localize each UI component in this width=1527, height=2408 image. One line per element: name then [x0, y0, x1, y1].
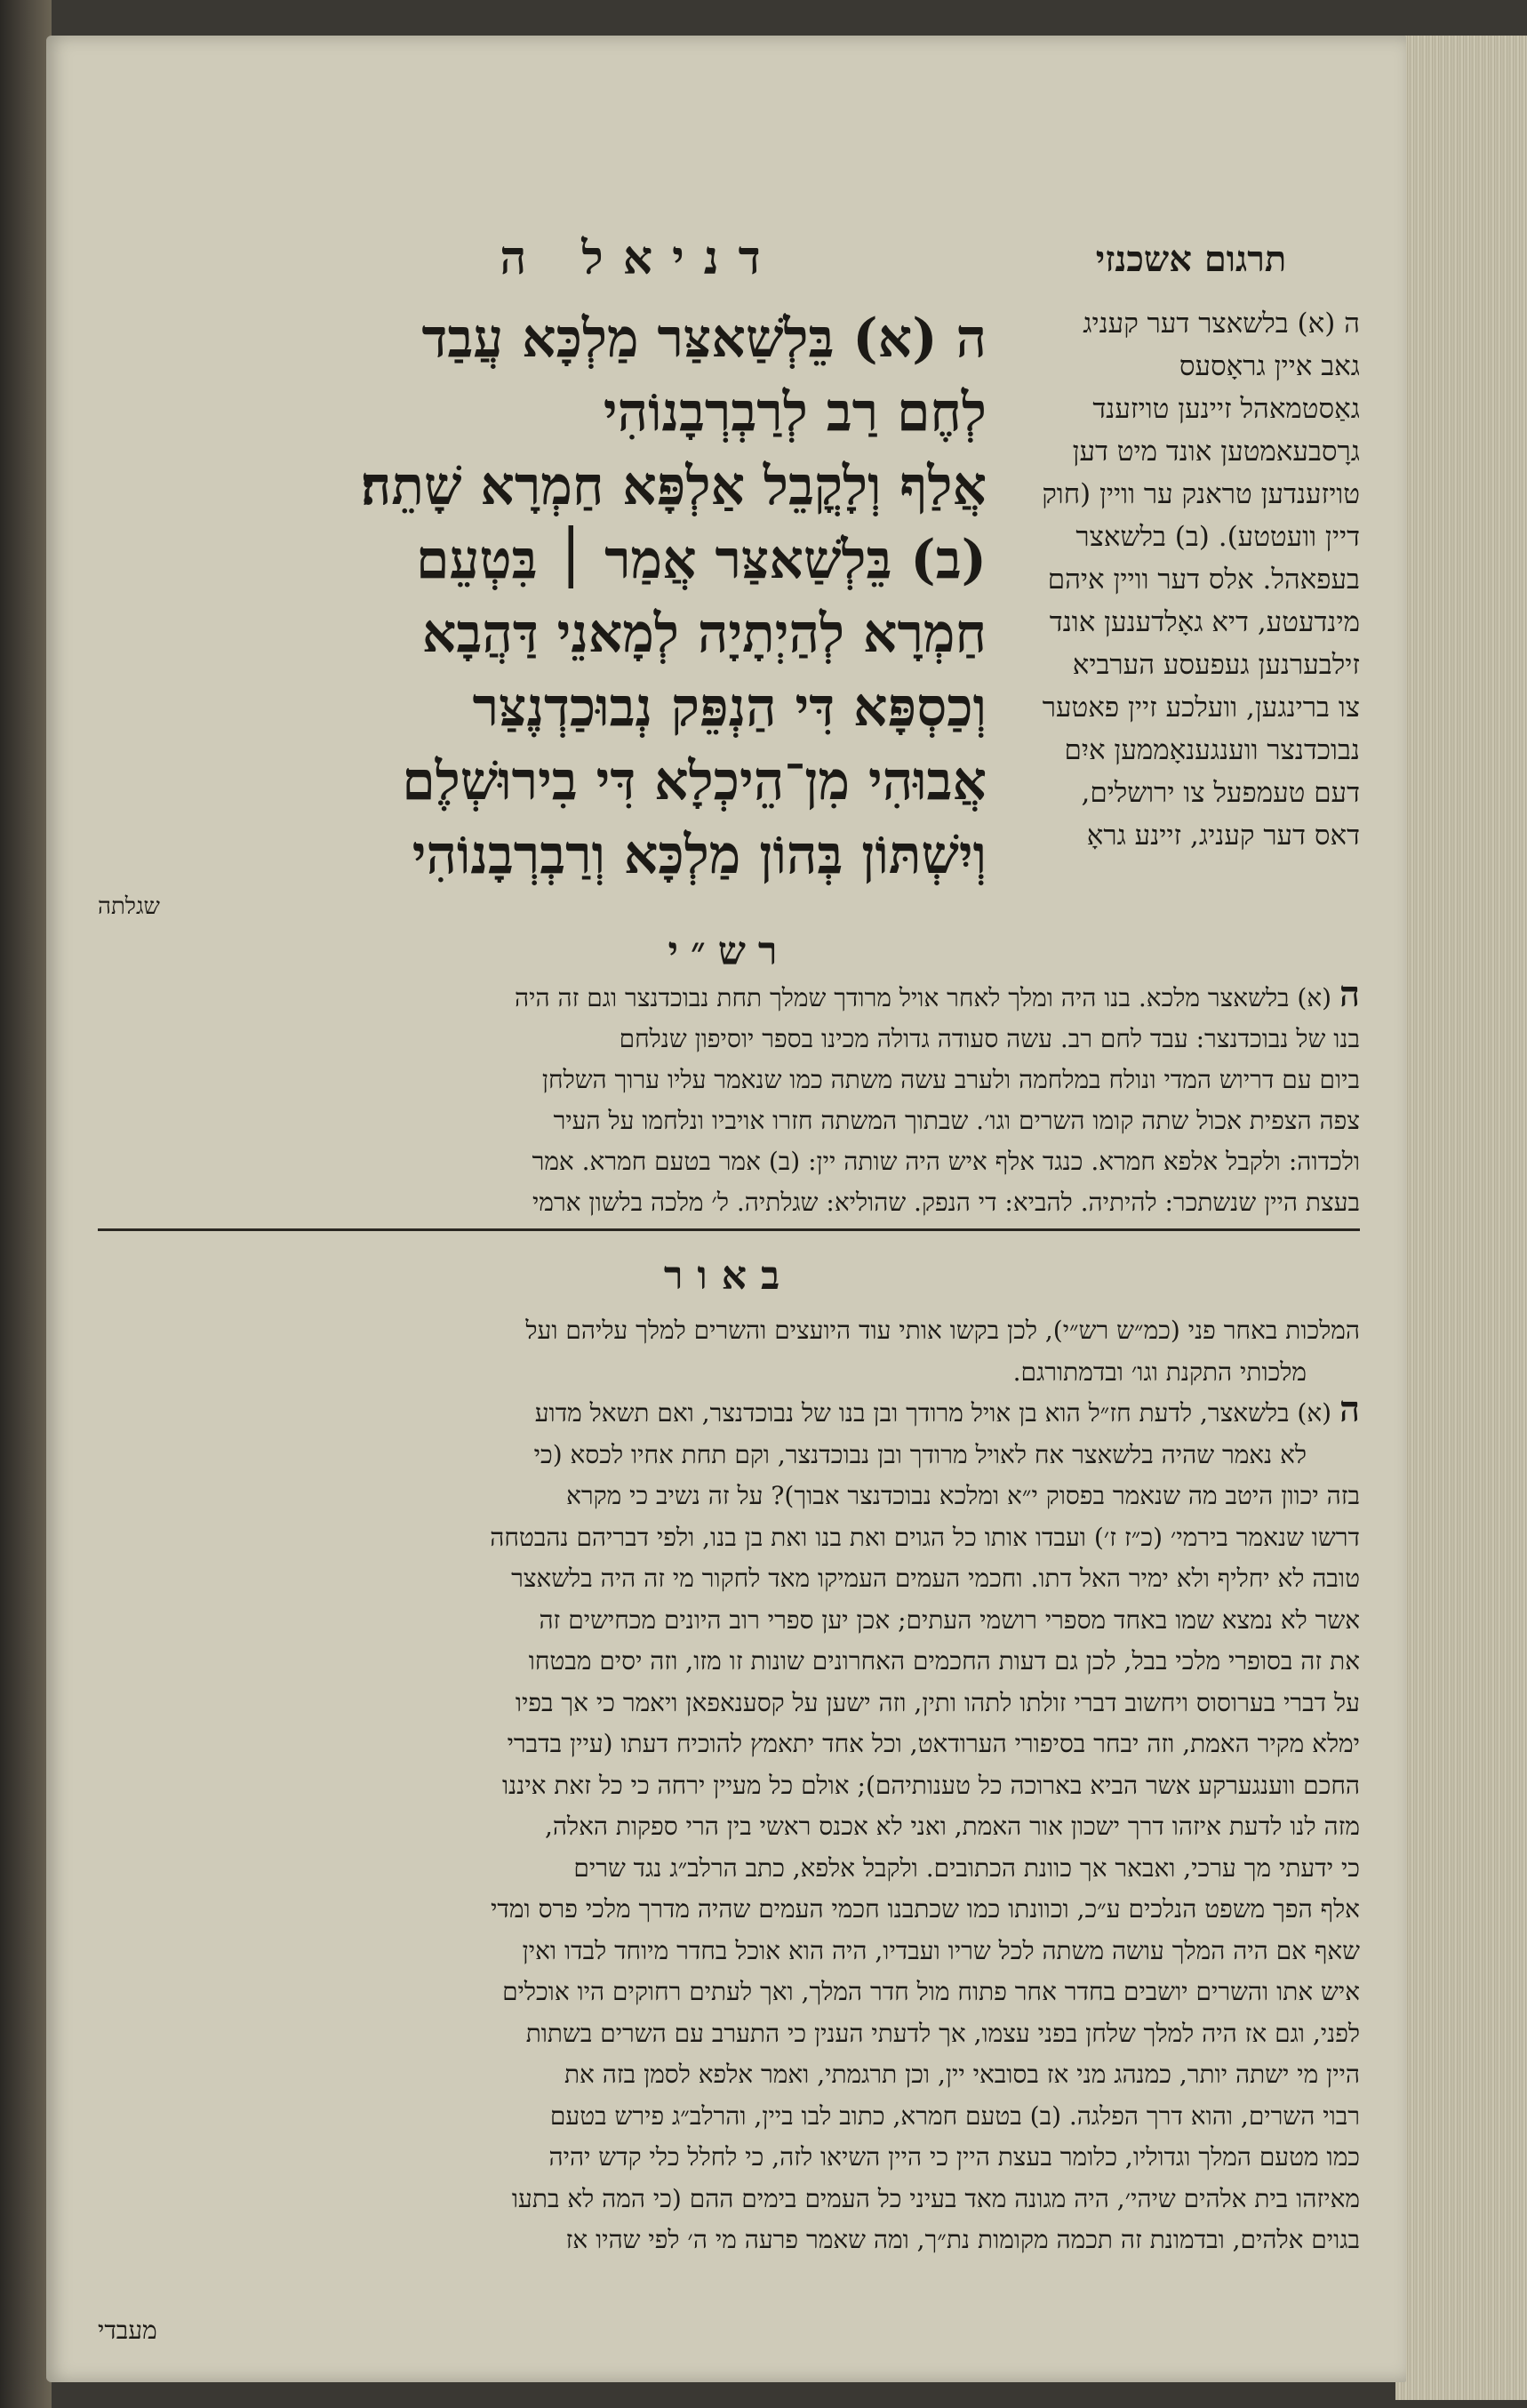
line-text: לא נאמר שהיה בלשאצר אח לאויל מרודך ובן נבוכדנצר, וקם תחת אחיו לכסא (כי [533, 1439, 1307, 1469]
line-text: מלכותי התקנת וגו׳ ובדמתורגם. [1012, 1356, 1307, 1387]
book-title: דניאל ה [500, 231, 780, 285]
line-lead: ה [1339, 976, 1360, 1015]
targum-line: נבוכדנצר ווענגענאָממען איִם [1064, 734, 1360, 766]
biur-catchword: מעבדי [98, 2316, 157, 2345]
biur-line [98, 1764, 1360, 1805]
rashi-line [98, 1180, 1360, 1221]
page-header [98, 231, 1360, 293]
targum-line: גרָסבעאמטען אונד מיט דען [1072, 436, 1360, 468]
biur-line [98, 1804, 1360, 1846]
line-text: על דברי בערוסוס ויחשוב דברי זולתו לתהו ותין, וזה ישען על קסענאפאן ויאמר כי אך בפיו [515, 1687, 1360, 1717]
line-text: את זה בסופרי מלכי בבל, לכן גם דעות החכמים האחרונים שונות זו מזו, וזה יסים מבטחו [528, 1646, 1360, 1676]
biur-line [98, 1639, 1360, 1681]
biur-line [98, 1556, 1360, 1598]
line-text: ולכדוה: ולקבל אלפא חמרא. כנגד אלף איש היה שותה יין: (ב) אמר בטעם חמרא. אמר [532, 1147, 1360, 1176]
biur-title: באור [663, 1253, 795, 1299]
biur-line [98, 2177, 1360, 2219]
line-lead: ה [1339, 1391, 1360, 1430]
rashi-line [98, 1017, 1360, 1058]
line-text: ימלא מקיר האמת, וזה יבחר בסיפורי הערודאט, וכל אחד יתאמץ להוכיח דעתו (עיין בדברי [507, 1729, 1360, 1758]
line-text: ביום עם דריוש המדי ונולח במלחמה ולערב עשה משתה כמו שנאמר עליו ערוך השלחן [541, 1065, 1360, 1094]
biur-line [98, 2218, 1360, 2260]
rashi-title: רש״י [668, 929, 790, 974]
line-text: בעצת היין שנשתכר: להיתיה. להביא: די הנפק. שהוליא: שגלתיה. ל׳ מלכה בלשון ארמי [532, 1188, 1360, 1217]
main-text-line: וְכַסְפָּא דִּי הַנְפֵּק נְבוּכַדְנֶצַּר [472, 676, 987, 739]
line-text: כי ידעתי מך ערכי, ואבאר אך כוונת הכתובים. ולקבל אלפא, כתב הרלב״ג נגד שרים [573, 1852, 1360, 1883]
line-text: החכם ווענגערקע אשר הביא בארוכה כל טענותיהם); אולם כל מעיין ירחה כי כל זאת איננו [501, 1770, 1360, 1800]
line-text: מאיזהו בית אלהים שיהי׳, היה מגונה מאד בעיני כל העמים בימים ההם (כי המה לא בתעו [511, 2183, 1360, 2213]
targum-line: זילבערנען געפעסע הערביא [1072, 649, 1360, 681]
rashi-line [98, 1099, 1360, 1140]
rashi-commentary [98, 976, 1360, 1221]
main-text-line: חַמְרָא לְהַיְתָיָה לְמָאנֵי דַּהֲבָא [421, 603, 987, 665]
line-text: בזה יכוון היטב מה שנאמר בפסוק י״א ומלכא נבוכדנצר אבוך)? על זה נשיב כי מקרא [566, 1481, 1360, 1510]
biur-line [98, 1681, 1360, 1723]
book-binding-edge [0, 0, 52, 2408]
line-text: אשר לא נמצא שמו באחד מספרי רושמי העתים; אכן יען ספרי רוב היונים מכחישים זה [539, 1604, 1360, 1635]
biur-line [98, 1433, 1360, 1475]
biur-line [98, 2135, 1360, 2177]
biur-line [98, 2052, 1360, 2094]
line-text: שאף אם היה המלך עושה משתה לכל שריו ועבדיו, היה הוא אוכל בחדר מיוחד לבדו ואין [522, 1935, 1360, 1965]
line-text: לפני, וגם אז היה למלך שלחן בפני עצמו, אך לדעתי הענין כי התערב עם השרים בשתות [525, 2018, 1360, 2048]
page-content [98, 231, 1360, 2347]
biur-line [98, 1350, 1360, 1392]
line-text: מזה לנו לדעת איזהו דרך ישכון אור האמת, ואני לא אכנס ראשי בין הרי ספקות האלה, [545, 1812, 1360, 1841]
biur-line [98, 1474, 1360, 1516]
targum-line: דיין וועטטע). (ב) בלשאצר [1075, 521, 1360, 553]
line-text: אלף הפך משפט הנלכים ע״כ, וכוונתו כמו שכתבנו חכמי העמים שהיה מדרך מלכי פרס ומדי [491, 1894, 1360, 1924]
main-text-column [98, 302, 987, 942]
line-text: דרשו שנאמר בירמי׳ (כ״ז ז׳) ועבדו אותו כל הגוים ואת בנו ואת בן בנו, ולפי דבריהם נהבטחה [490, 1522, 1360, 1552]
main-text-line: ה (א) בֵּלְשַׁאצַּר מַלְכָּא עֲבַד [421, 308, 987, 370]
targum-line: מינדעטע, דיא גאָלדענען אונד [1049, 606, 1360, 638]
line-text: היין מי ישתה יותר, כמנהג מני אז בסובאי יין, וכן תרגמתי, ואמר אלפא לסמן בזה את [564, 2060, 1360, 2089]
line-text: איש אתו והשרים יושבים בחדר אחר פתוח מול חדר המלך, ואך לעתים רחוקים היו אוכלים [502, 1977, 1360, 2006]
rashi-line [98, 976, 1360, 1017]
targum-column [1013, 302, 1360, 978]
targum-line: דאס דער קעניג, זיינע גראָ [1086, 820, 1360, 852]
biur-line [98, 1970, 1360, 2012]
biur-line [98, 1929, 1360, 1971]
targum-line: צו ברינגען, וועלכע זיין פאטער [1042, 692, 1360, 724]
biur-line [98, 2094, 1360, 2136]
biur-line [98, 1516, 1360, 1557]
biur-line [98, 1308, 1360, 1350]
rashi-line [98, 1058, 1360, 1099]
targum-line: דעם טעמפעל צו ירושלים, [1081, 777, 1360, 809]
targum-line: ה (א) בלשאצר דער קעניג [1083, 308, 1360, 340]
rashi-line [98, 1140, 1360, 1180]
line-text: טובה לא יחליף ולא ימיר האל דתו. וחכמי העמים העמיקו מאד לחקור מי זה היה בלשאצר [511, 1564, 1360, 1593]
section-divider [98, 1228, 1360, 1231]
biur-line [98, 1722, 1360, 1764]
main-catchword: שגלתה [98, 893, 160, 920]
biur-line [98, 1391, 1360, 1433]
biur-line [98, 1846, 1360, 1888]
line-text: צפה הצפית אכול שתה קומו השרים וגו׳. שבתוך המשתה חזרו אויביו ונלחמו על העיר [553, 1106, 1360, 1135]
line-text: (א) בלשאצר מלכא. בנו היה ומלך לאחר אויל מרודך שמלך תחת נבוכדנצר וגם זה היה [515, 983, 1339, 1012]
targum-title: תרגום אשכנזי [1095, 238, 1287, 280]
main-text-line: לְחֶם רַב לְרַבְרְבָנוֹהִי [603, 381, 987, 444]
main-text-line: (ב) בֵּלְשַׁאצַּר אֲמַר ׀ בִּטְעֵם [415, 529, 987, 591]
biur-line [98, 2012, 1360, 2053]
biur-line [98, 1887, 1360, 1929]
targum-line: טויזענדען טראנק ער וויין (חוק [1042, 478, 1360, 510]
targum-line: גאב איין גראָסעס [1179, 350, 1360, 382]
main-text-line: אֲלַף וְלָקֳבֵל אַלְפָּא חַמְרָא שָׁתֵה׃ [360, 455, 987, 517]
targum-line: גאַסטמאהל זיינען טויזענד [1092, 393, 1360, 425]
main-text-line: אֲבוּהִי מִן־הֵיכְלָא דִּי בִירוּשְׁלֶם [402, 750, 987, 812]
page-stack-edge [1395, 36, 1527, 2400]
main-text-line: וְיִשְׁתּוֹן בְּהוֹן מַלְכָּא וְרַבְרְבָנוֹהִי [412, 824, 987, 886]
biur-line [98, 1598, 1360, 1640]
line-text: כמו מטעם המלך וגדוליו, כלומר בעצת היין כי היין השיאו לזה, כי לחלל כלי קדש יהיה [548, 2142, 1360, 2172]
targum-line: בעפאהל. אלס דער וויין איהם [1047, 564, 1360, 596]
line-text: רבוי השרים, והוא דרך הפלגה. (ב) בטעם חמרא, כתוב לבו ביין, והרלב״ג פירש בטעם [549, 2100, 1360, 2131]
line-text: המלכות באחר פני (כמ״ש רש״י), לכן בקשו אותי עוד היועצים והשרים למלך עליהם ועל [525, 1316, 1360, 1345]
line-text: (א) בלשאצר, לדעת חז״ל הוא בן אויל מרודך ובן בנו של נבוכדנצר, ואם תשאל מדוע [534, 1398, 1339, 1428]
biur-commentary [98, 1308, 1360, 2260]
line-text: בגוים אלהים, ובדמונת זה תכמה מקומות נת״ך, ומה שאמר פרעה מי ה׳ לפי שהיו אז [565, 2225, 1360, 2254]
line-text: בנו של נבוכדנצר: עבד לחם רב. עשה סעודה גדולה מכינו בספר יוסיפון שנלחם [619, 1024, 1360, 1053]
